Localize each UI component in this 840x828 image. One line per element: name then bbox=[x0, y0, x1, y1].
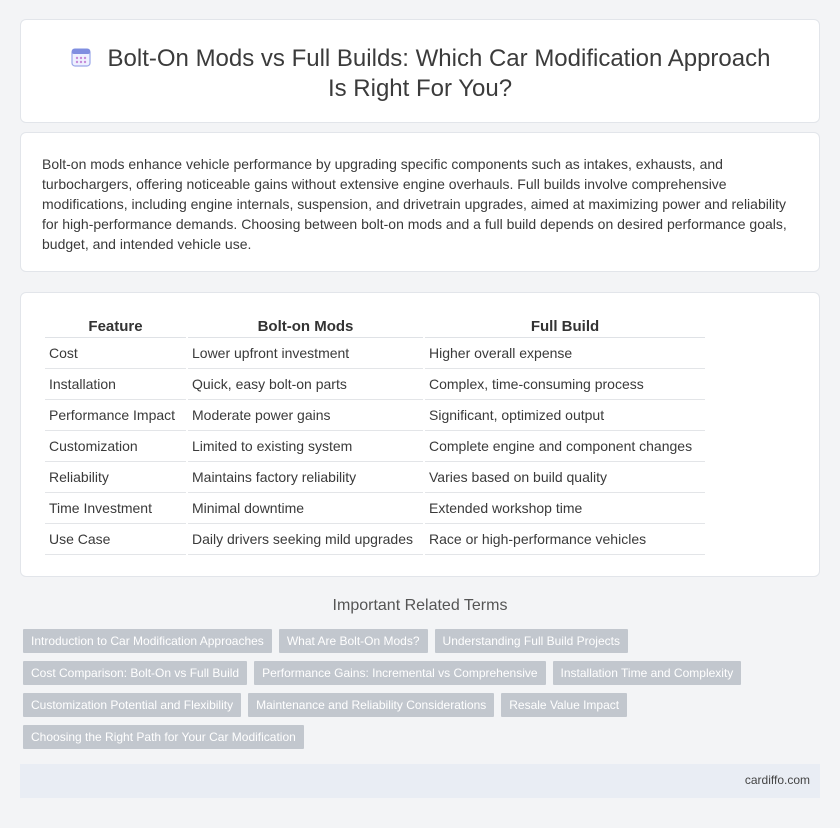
table-cell: Significant, optimized output bbox=[425, 400, 705, 431]
calendar-icon bbox=[70, 46, 92, 68]
table-row bbox=[45, 400, 705, 431]
table-row bbox=[45, 462, 705, 493]
comparison-table bbox=[43, 316, 707, 555]
table-cell: Reliability bbox=[45, 462, 186, 493]
table-row bbox=[45, 369, 705, 400]
related-term-tag[interactable]: What Are Bolt-On Mods? bbox=[279, 629, 428, 653]
table-cell: Lower upfront investment bbox=[188, 338, 423, 369]
table-row bbox=[45, 524, 705, 555]
page-title bbox=[61, 44, 779, 104]
intro-card bbox=[20, 132, 820, 272]
title-card bbox=[20, 19, 820, 123]
footer-site-link[interactable]: cardiffo.com bbox=[744, 773, 810, 787]
table-row bbox=[45, 493, 705, 524]
related-term-tag[interactable]: Performance Gains: Incremental vs Comprehensive bbox=[254, 661, 545, 685]
related-term-tag[interactable]: Introduction to Car Modification Approaches bbox=[23, 629, 272, 653]
related-term-tag[interactable]: Resale Value Impact bbox=[501, 693, 627, 717]
header-full-build: Full Build bbox=[425, 316, 705, 338]
table-cell: Limited to existing system bbox=[188, 431, 423, 462]
table-cell: Daily drivers seeking mild upgrades bbox=[188, 524, 423, 555]
table-cell: Moderate power gains bbox=[188, 400, 423, 431]
page-title-text: Bolt-On Mods vs Full Builds: Which Car Modification Approach Is Right For You? bbox=[107, 45, 771, 102]
intro-paragraph: Bolt-on mods enhance vehicle performance by upgrading specific components such as intakes, exhausts, and turbochargers, offering noticeable gains without extensive engine overhauls. Full builds involve comprehensive modifications, including engine internals, suspension, and drivetrain upgrades, aimed at maximizing power and reliability for high-performance demands. Choosing between bolt-on mods and a full build depends on desired performance goals, budget, and intended vehicle use. bbox=[42, 156, 787, 252]
table-cell: Quick, easy bolt-on parts bbox=[188, 369, 423, 400]
table-cell: Installation bbox=[45, 369, 186, 400]
header-feature: Feature bbox=[45, 316, 186, 338]
table-cell: Use Case bbox=[45, 524, 186, 555]
table-cell: Customization bbox=[45, 431, 186, 462]
table-row bbox=[45, 431, 705, 462]
table-cell: Time Investment bbox=[45, 493, 186, 524]
table-cell: Higher overall expense bbox=[425, 338, 705, 369]
table-cell: Maintains factory reliability bbox=[188, 462, 423, 493]
related-term-tag[interactable]: Installation Time and Complexity bbox=[553, 661, 742, 685]
table-cell: Race or high-performance vehicles bbox=[425, 524, 705, 555]
table-cell: Minimal downtime bbox=[188, 493, 423, 524]
header-bolt-on: Bolt-on Mods bbox=[188, 316, 423, 338]
comparison-card bbox=[20, 292, 820, 577]
table-header-row bbox=[45, 316, 705, 338]
table-cell: Cost bbox=[45, 338, 186, 369]
related-term-tag[interactable]: Choosing the Right Path for Your Car Modification bbox=[23, 725, 304, 749]
table-row bbox=[45, 338, 705, 369]
related-term-tag[interactable]: Maintenance and Reliability Considerations bbox=[248, 693, 494, 717]
table-cell: Extended workshop time bbox=[425, 493, 705, 524]
table-cell: Performance Impact bbox=[45, 400, 186, 431]
related-terms-list bbox=[23, 629, 743, 749]
footer bbox=[20, 764, 820, 798]
table-cell: Varies based on build quality bbox=[425, 462, 705, 493]
related-term-tag[interactable]: Customization Potential and Flexibility bbox=[23, 693, 241, 717]
table-cell: Complete engine and component changes bbox=[425, 431, 705, 462]
related-term-tag[interactable]: Cost Comparison: Bolt-On vs Full Build bbox=[23, 661, 247, 685]
related-term-tag[interactable]: Understanding Full Build Projects bbox=[435, 629, 628, 653]
related-terms-title: Important Related Terms bbox=[332, 597, 508, 614]
table-cell: Complex, time-consuming process bbox=[425, 369, 705, 400]
